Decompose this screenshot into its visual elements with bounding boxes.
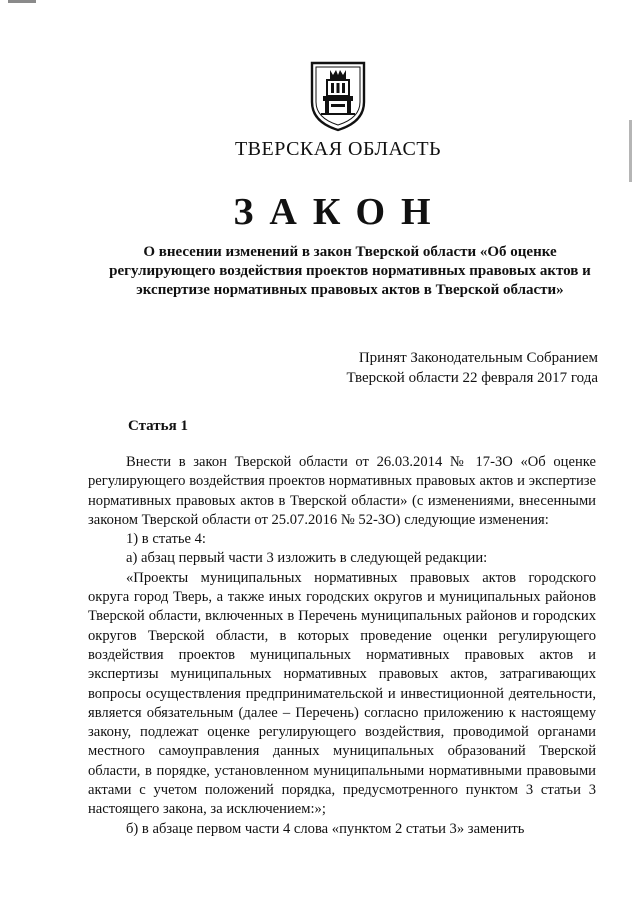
adoption-line: Принят Законодательным Собранием xyxy=(358,350,598,366)
body-paragraph: Внести в закон Тверской области от 26.03.2014 № 17-ЗО «Об оценке регулирующего воздействия проектов нормативных правовых актов и экспертизе нормативных правовых актов в Тверской области» (с изменениями, внесенными законом Тверской области от 25.07.2016 № 52-ЗО) следующие изменения: xyxy=(88,454,596,528)
law-subject-title: О внесении изменений в закон Тверской области «Об оценке регулирующего воздействия проектов нормативных правовых актов и экспертизе нормативных правовых актов в Тверской области» xyxy=(109,244,591,298)
document-type-title: ЗАКОН xyxy=(233,191,447,233)
adoption-note xyxy=(298,348,598,388)
list-item: а) абзац первый части 3 изложить в следующей редакции: xyxy=(126,550,488,567)
article-heading: Статья 1 xyxy=(128,418,188,434)
list-item: 1) в статье 4: xyxy=(126,531,206,548)
scan-edge-mark xyxy=(8,0,36,3)
region-name: ТВЕРСКАЯ ОБЛАСТЬ xyxy=(234,138,442,160)
adoption-line: Тверской области 22 февраля 2017 года xyxy=(346,370,598,386)
tver-coat-of-arms-icon xyxy=(309,60,367,132)
list-item: б) в абзаце первом части 4 слова «пунктом 2 статьи 3» заменить xyxy=(126,820,525,837)
quoted-paragraph: «Проекты муниципальных нормативных правовых актов городского округа город Тверь, а также иных городских округов и муниципальных районов Тверской области, включенных в Перечень муниципальных районов и городских округов Тверской области, в которых проведение оценки регулирующего воздействия проектов муниципальных нормативных правовых актов и экспертизы муниципальных нормативных правовых актов, затрагивающих вопросы осуществления предпринимательской и инвестиционной деятельности, является обязательным (далее – Перечень) согласно приложению к настоящему закону, подлежат оценке регулирующего воздействия, проводимой органами местного самоуправления данных муниципальных образований Тверской области, в порядке, установленном муниципальными нормативными правовыми актами с учетом положений порядка, предусмотренного пунктом 3 статьи 3 настоящего закона, за исключением:»; xyxy=(88,569,596,818)
article-body xyxy=(88,453,596,839)
